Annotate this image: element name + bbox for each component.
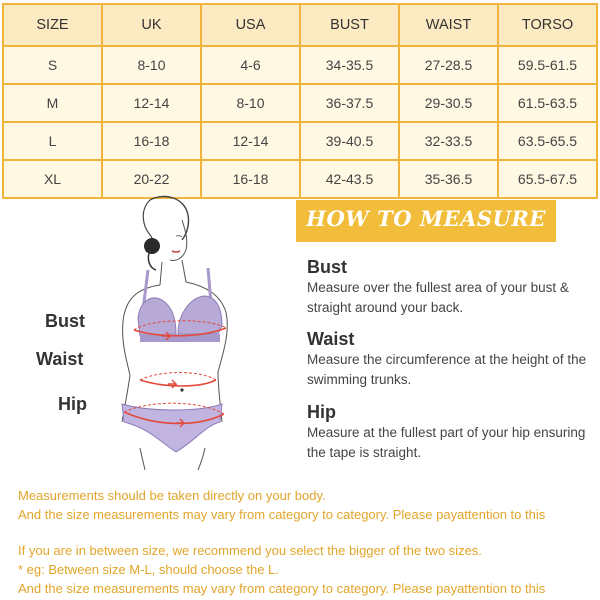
table-cell: 16-18: [102, 122, 201, 160]
table-cell: 4-6: [201, 46, 300, 84]
waist-heading: Waist: [307, 329, 355, 349]
table-cell: 63.5-65.5: [498, 122, 597, 160]
table-cell: 32-33.5: [399, 122, 498, 160]
table-cell: M: [3, 84, 102, 122]
table-cell: 36-37.5: [300, 84, 399, 122]
table-cell: 59.5-61.5: [498, 46, 597, 84]
how-to-measure-title: HOW TO MEASURE: [306, 206, 546, 231]
bust-description: Measure over the fullest area of your bust & straight around your back.: [307, 280, 569, 315]
header-bust: BUST: [300, 4, 399, 46]
table-header-row: [3, 4, 597, 46]
table-cell: 61.5-63.5: [498, 84, 597, 122]
table-cell: XL: [3, 160, 102, 198]
waist-description: Measure the circumference at the height of the swimming trunks.: [307, 352, 587, 387]
bust-heading: Bust: [307, 257, 347, 277]
table-row: [3, 84, 597, 122]
table-cell: 8-10: [201, 84, 300, 122]
table-cell: 65.5-67.5: [498, 160, 597, 198]
table-cell: 34-35.5: [300, 46, 399, 84]
hip-label: Hip: [58, 394, 87, 414]
table-cell: 12-14: [201, 122, 300, 160]
table-cell: 16-18: [201, 160, 300, 198]
measurement-figure: [0, 190, 300, 470]
bust-label: Bust: [45, 311, 85, 331]
header-waist: WAIST: [399, 4, 498, 46]
table-cell: 35-36.5: [399, 160, 498, 198]
table-cell: 42-43.5: [300, 160, 399, 198]
table-cell: 8-10: [102, 46, 201, 84]
header-uk: UK: [102, 4, 201, 46]
hip-description: Measure at the fullest part of your hip ensuring the tape is straight.: [307, 425, 586, 460]
note-line: If you are in between size, we recommend you select the bigger of the two sizes.: [18, 543, 482, 558]
table-cell: 29-30.5: [399, 84, 498, 122]
table-cell: 20-22: [102, 160, 201, 198]
how-to-measure-banner: [296, 200, 556, 242]
waist-label: Waist: [36, 349, 84, 369]
table-cell: 27-28.5: [399, 46, 498, 84]
header-size: SIZE: [3, 4, 102, 46]
table-cell: L: [3, 122, 102, 160]
note-line: * eg: Between size M-L, should choose the L.: [18, 562, 279, 577]
note-line: Measurements should be taken directly on your body.: [18, 488, 326, 503]
header-usa: USA: [201, 4, 300, 46]
header-torso: TORSO: [498, 4, 597, 46]
note-line: And the size measurements may vary from category to category. Please payattention to this: [18, 581, 546, 596]
table-cell: 39-40.5: [300, 122, 399, 160]
table-cell: S: [3, 46, 102, 84]
note-line: And the size measurements may vary from category to category. Please payattention to this: [18, 507, 546, 522]
hip-heading: Hip: [307, 402, 336, 422]
table-row: [3, 46, 597, 84]
size-chart-table: [2, 3, 598, 199]
table-row: [3, 122, 597, 160]
table-cell: 12-14: [102, 84, 201, 122]
